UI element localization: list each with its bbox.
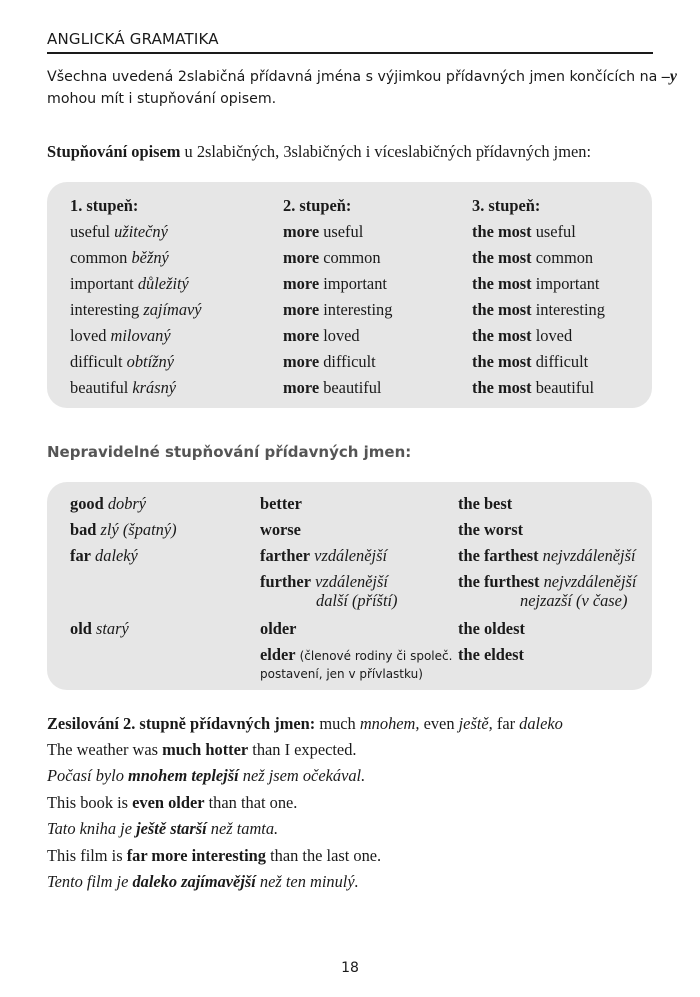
more-word: more [283, 300, 320, 319]
the-most-word: the most [472, 248, 532, 267]
positive-cell [70, 616, 129, 642]
sentence-highlight: much hotter [162, 740, 249, 759]
table-row [47, 271, 652, 297]
czech-translation: nejvzdálenější [542, 546, 636, 565]
superlative-cell [472, 323, 572, 349]
sentence-text: Tato kniha je [47, 819, 137, 838]
example-sentence-cz [47, 816, 278, 842]
section-title-irregular: Nepravidelné stupňování přídavných jmen: [47, 443, 412, 461]
table-row-good [47, 491, 652, 517]
comparative-cell [283, 297, 392, 323]
czech-translation: krásný [132, 378, 177, 397]
sentence-text: Počasí bylo [47, 766, 129, 785]
adjective: useful [70, 222, 111, 241]
the-most-word: the most [472, 222, 532, 241]
comparative-adjective: beautiful [319, 378, 382, 397]
table-row [47, 219, 652, 245]
comparative-cell [283, 245, 381, 271]
comparative-word: further [260, 572, 311, 591]
positive-cell [70, 297, 202, 323]
positive-cell [70, 517, 177, 543]
section-title-bold: Stupňování opisem [47, 142, 181, 161]
czech-translation: daleký [95, 546, 138, 565]
sentence-highlight: daleko zajímavější [132, 872, 256, 891]
superlative-cell [472, 375, 594, 401]
intro-line-2: mohou mít i stupňování opisem. [47, 91, 277, 107]
superlative-cell: the oldest [458, 619, 525, 638]
sentence-text: než jsem očekával. [238, 766, 366, 785]
superlative-cell [472, 349, 588, 375]
adjective: beautiful [70, 378, 129, 397]
superlative-cell: the eldest [458, 645, 525, 664]
czech-translation-alt: nejzazší (v čase) [520, 591, 628, 610]
positive-cell [70, 323, 171, 349]
intensifier-far: far [492, 714, 520, 733]
superlative-adjective: difficult [531, 352, 589, 371]
adjective: old [70, 619, 92, 638]
superlative-cell [472, 245, 593, 271]
sentence-text: než ten minulý. [255, 872, 359, 891]
superlative-adjective: beautiful [531, 378, 594, 397]
sentence-text: The weather was [47, 740, 163, 759]
comparative-adjective: common [319, 248, 381, 267]
superlative-word: the furthest [458, 572, 540, 591]
comparative-cell [283, 349, 376, 375]
sentence-highlight: even older [132, 793, 205, 812]
czech-translation: ještě, [458, 714, 493, 733]
comparative-cell [283, 323, 360, 349]
more-word: more [283, 378, 320, 397]
comparative-cell [283, 219, 363, 245]
more-word: more [283, 326, 320, 345]
sentence-text: This book is [47, 793, 133, 812]
positive-cell [70, 375, 176, 401]
sentence-text: than that one. [204, 793, 298, 812]
comparative-word: farther [260, 546, 311, 565]
positive-cell [70, 491, 146, 517]
comparative-cell: better [260, 494, 302, 513]
header-superlative: 3. stupeň: [472, 196, 541, 215]
table-row [47, 323, 652, 349]
the-most-word: the most [472, 274, 532, 293]
czech-translation: nejvzdálenější [543, 572, 637, 591]
sentence-text: than I expected. [248, 740, 357, 759]
sentence-text: This film is [47, 846, 127, 865]
comparative-adjective: useful [319, 222, 364, 241]
comparative-adjective: difficult [319, 352, 376, 371]
example-sentence-en [47, 737, 357, 763]
czech-translation: běžný [131, 248, 169, 267]
the-most-word: the most [472, 378, 532, 397]
usage-note-continued: postavení, jen v přívlastku) [260, 667, 423, 681]
comparative-cell: worse [260, 520, 301, 539]
header-positive: 1. stupeň: [70, 196, 139, 215]
section-title-periphrastic [47, 141, 591, 163]
table-row-further [47, 569, 652, 615]
adjective: difficult [70, 352, 123, 371]
sentence-text: than the last one. [265, 846, 382, 865]
czech-translation: zlý (špatný) [100, 520, 177, 539]
superlative-cell [472, 271, 599, 297]
sentence-text: než tamta. [206, 819, 279, 838]
superlative-adjective: loved [531, 326, 573, 345]
sentence-text: Tento film je [47, 872, 133, 891]
czech-translation: užitečný [114, 222, 168, 241]
czech-translation: vzdálenější [315, 572, 388, 591]
page-number: 18 [341, 960, 359, 976]
intro-paragraph [47, 66, 677, 110]
positive-cell [70, 219, 168, 245]
positive-cell [70, 271, 189, 297]
superlative-adjective: important [531, 274, 600, 293]
adjective: loved [70, 326, 107, 345]
superlative-cell [458, 543, 636, 569]
intro-text-1: Všechna uvedená 2slabičná přídavná jména s výjimkou přídavných jmen končících na [47, 69, 662, 85]
czech-translation: mnohem, [359, 714, 420, 733]
adjective: far [70, 546, 91, 565]
section-title-rest: u 2slabičných, 3slabičných i víceslabičných přídavných jmen: [180, 142, 592, 161]
comparative-cell: older [260, 619, 297, 638]
header-comparative: 2. stupeň: [283, 196, 352, 215]
adjective: common [70, 248, 128, 267]
superlative-cell [472, 219, 576, 245]
more-word: more [283, 274, 320, 293]
adjective: bad [70, 520, 97, 539]
comparative-adjective: important [319, 274, 387, 293]
czech-translation-alt: další (příští) [316, 591, 398, 610]
adjective: good [70, 494, 104, 513]
table-header-row [47, 193, 652, 219]
example-sentence-en [47, 790, 297, 816]
more-word: more [283, 248, 320, 267]
superlative-adjective: common [531, 248, 594, 267]
more-word: more [283, 352, 320, 371]
sentence-highlight: far more interesting [126, 846, 266, 865]
czech-translation: zajímavý [143, 300, 202, 319]
table-row-far [47, 543, 652, 569]
periphrastic-comparison-table [47, 182, 652, 408]
czech-translation: obtížný [126, 352, 174, 371]
example-sentence-cz [47, 869, 359, 895]
table-row [47, 297, 652, 323]
superlative-cell: the best [458, 494, 513, 513]
czech-translation: daleko [519, 714, 563, 733]
comparative-cell [260, 543, 387, 569]
adjective: important [70, 274, 134, 293]
czech-translation: milovaný [110, 326, 171, 345]
positive-cell [70, 245, 169, 271]
adjective: interesting [70, 300, 140, 319]
page-header [47, 28, 653, 54]
table-row-old [47, 616, 652, 642]
positive-cell [70, 543, 138, 569]
comparative-adjective: loved [319, 326, 360, 345]
the-most-word: the most [472, 326, 532, 345]
table-row-elder [47, 642, 652, 686]
czech-translation: starý [95, 619, 129, 638]
comparative-cell [283, 375, 381, 401]
superlative-cell [472, 297, 605, 323]
comparative-word: elder [260, 645, 296, 664]
the-most-word: the most [472, 352, 532, 371]
table-row [47, 245, 652, 271]
table-row [47, 349, 652, 375]
the-most-word: the most [472, 300, 532, 319]
superlative-word: the farthest [458, 546, 539, 565]
intensifier-even: even [419, 714, 459, 733]
header-title: ANGLICKÁ GRAMATIKA [47, 30, 219, 48]
superlative-adjective: interesting [531, 300, 605, 319]
table-row [47, 375, 652, 401]
comparative-adjective: interesting [319, 300, 393, 319]
superlative-cell: the worst [458, 520, 524, 539]
superlative-adjective: useful [531, 222, 576, 241]
table-row-bad [47, 517, 652, 543]
comparative-cell [283, 271, 387, 297]
czech-translation: důležitý [137, 274, 189, 293]
sentence-highlight: mnohem teplejší [128, 766, 239, 785]
intro-line-1 [47, 66, 677, 88]
example-sentence-cz [47, 763, 365, 789]
irregular-comparison-table [47, 482, 652, 690]
examples-heading [47, 711, 563, 737]
sentence-highlight: ještě starší [136, 819, 207, 838]
usage-note: (členové rodiny či společ. [299, 649, 453, 663]
czech-translation: dobrý [107, 494, 147, 513]
intensifier-much: much [315, 714, 360, 733]
example-sentence-en [47, 843, 381, 869]
positive-cell [70, 349, 174, 375]
czech-translation: vzdálenější [314, 546, 388, 565]
intro-suffix-y: –y [661, 68, 677, 85]
more-word: more [283, 222, 320, 241]
heading-bold: Zesilování 2. stupně přídavných jmen: [47, 714, 316, 733]
